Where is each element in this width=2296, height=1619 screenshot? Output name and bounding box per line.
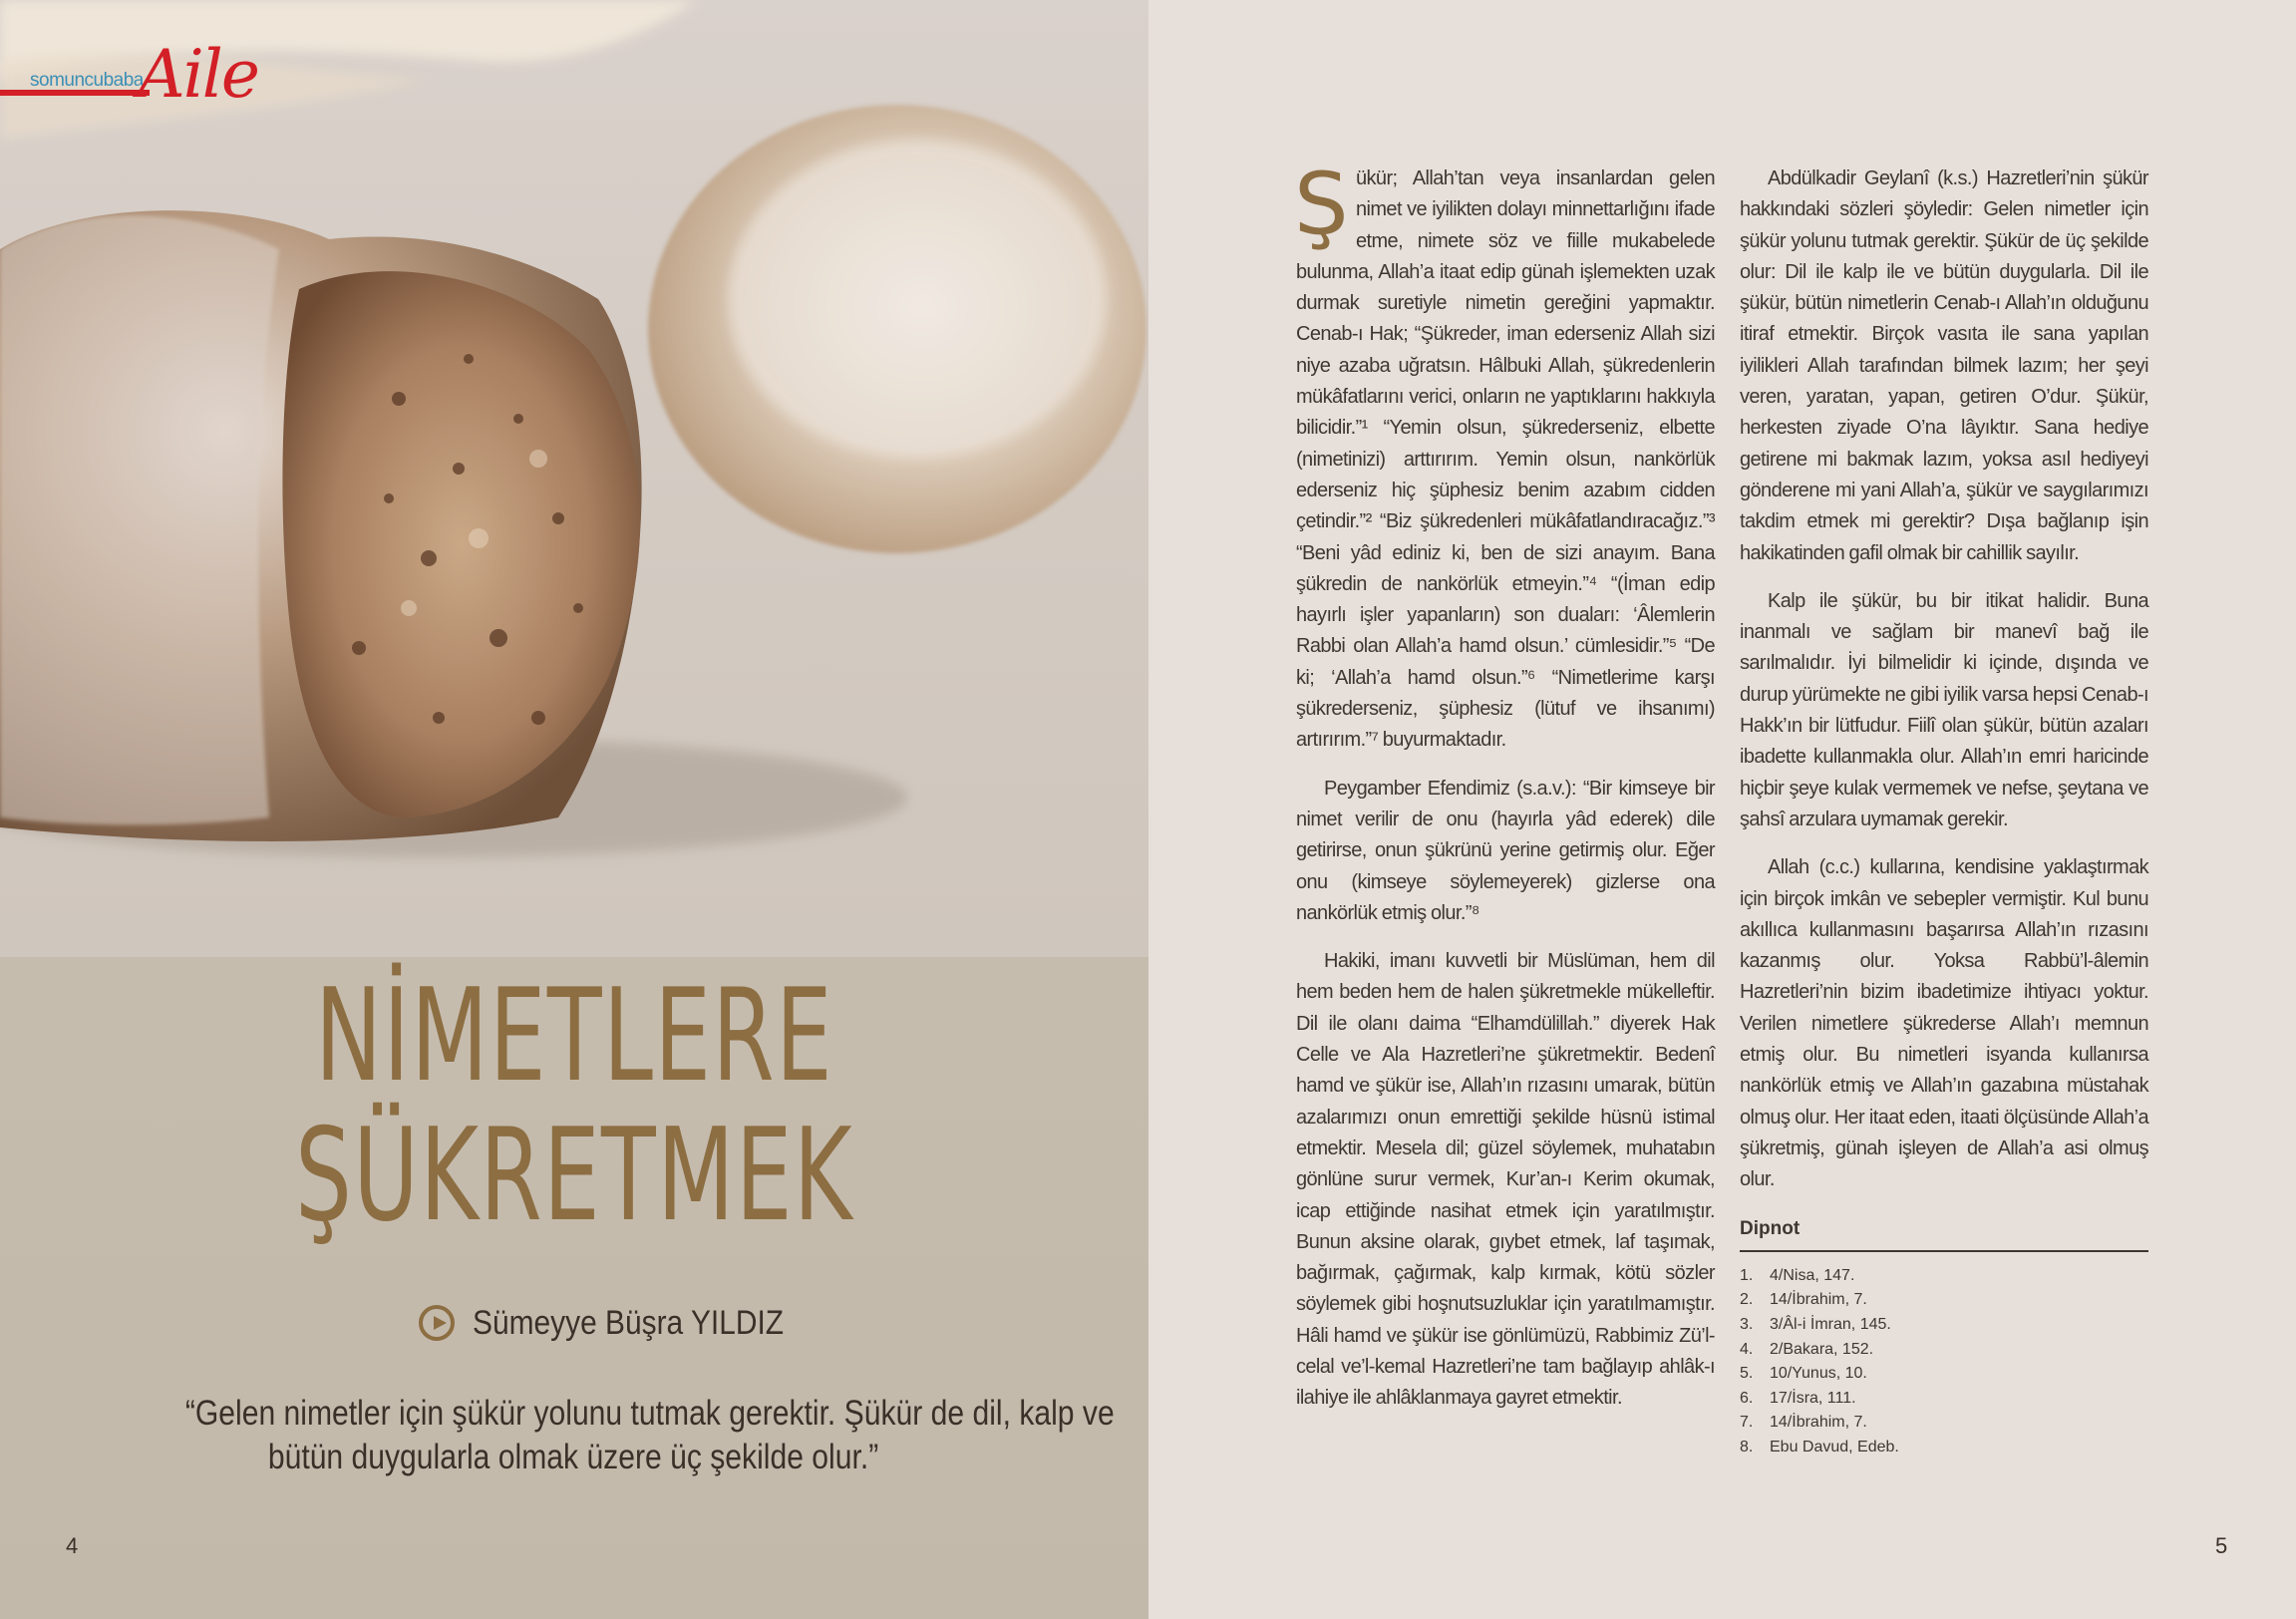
right-page — [1148, 0, 2296, 1619]
play-circle-icon — [419, 1305, 455, 1341]
footnote-number: 2. — [1740, 1291, 1754, 1309]
logo-brand-text: Aile — [138, 36, 258, 113]
footnote-item — [1740, 1288, 2148, 1313]
footnote-ref: 10/Yunus, 10. — [1770, 1365, 1867, 1383]
footnote-item — [1740, 1264, 2148, 1289]
pull-quote-line2: bütün duygularla olmak üzere üç şekilde olur.” — [267, 1438, 879, 1476]
footnote-number: 1. — [1740, 1266, 1754, 1284]
pull-quote — [110, 1392, 1115, 1479]
page-number-left: 4 — [66, 1533, 79, 1558]
paragraph-text: ükür; Allah’tan veya insanlardan gelen nimet ve iyilikten dolayı minnettarlığını ifade etme, nimete söz ve fiille mukabelede bulunma, Allah’a itaat edip günah işlemekten uzak durmak suretiyle nimetin gereğini yapmaktır. Cenab-ı Hak; “Şükreder, iman ederseniz Allah sizi niye azaba uğratsın. Hâlbuki Allah, şükredenlerin mükâfatlarını verici, onların ne yaptıklarını hakkıyla bilicidir.”¹ “Yemin olsun, şükrederseniz, elbette (nimetinizi) arttırırım. Yemin olsun, nankörlük ederseniz hiç şüphesiz benim azabım cidden çetindir.”² “Biz şükredenleri mükâfatlandıracağız.”³ “Beni yâd ediniz ki, ben de sizi anayım. Bana şükredin de nankörlük etmeyin.”⁴ “(İman edip hayırlı işler yapanların) son duaları: ‘Âlemlerin Rabbi olan Allah’a hamd olsun.’ cümlesidir.”⁵ “De ki; ‘Allah’a hamd olsun.”⁶ “Nimetlerime karşı şükrederseniz, şüphesiz (lütuf ve ihsanımı) artırırım.”⁷ buyurmaktadır. — [1296, 167, 1715, 752]
article-title-line2: ŞÜKRETMEK — [294, 1102, 854, 1250]
bread-photo — [0, 0, 1148, 957]
footnote-ref: 2/Bakara, 152. — [1770, 1340, 1874, 1358]
paragraph: Abdülkadir Geylanî (k.s.) Hazretleri’nin şükür hakkındaki sözleri şöyledir: Gelen nimetler için şükür yolunu tutmak gerektir. Şükür de üç şekilde olur: Dil ile kalp ile ve bütün duygularla. Dil ile şükür, bütün nimetlerin Cenab-ı Allah’ın olduğunu itiraf etmektir. Birçok vasıta ile sana yapılan iyilikleri Allah tarafından bilmek lazım; her şeyi veren, yaratan, yapan, getiren O’dur. Şükür, herkesten ziyade O’na lâyıktır. Sana hediye getirene mi bakmak lazım, yoksa asıl hediyeyi gönderene mi yani Allah’a, şükür ve saygılarımızı takdim etmek mi gerektir? Dışa bağlanıp işin hakikatinden gafil olmak bir cahillik sayılır. — [1740, 167, 2148, 564]
footnote-ref: 14/İbrahim, 7. — [1770, 1291, 1867, 1309]
drop-cap: Ş — [1294, 155, 1348, 254]
footnote-item — [1740, 1411, 2148, 1436]
footnote-ref: 14/İbrahim, 7. — [1770, 1414, 1867, 1432]
author-byline — [419, 1301, 826, 1345]
article-title-line1: NİMETLERE — [314, 962, 834, 1111]
footnote-ref: 3/Âl-i İmran, 145. — [1770, 1315, 1891, 1333]
footnote-number: 6. — [1740, 1389, 1754, 1407]
pull-quote-line1: “Gelen nimetler için şükür yolunu tutmak gerektir. Şükür de dil, kalp ve — [184, 1394, 1115, 1433]
paragraph: Peygamber Efendimiz (s.a.v.): “Bir kimseye bir nimet verilir de onu (hayırla yâd ederek) dile getirirse, onun şükrünü yerine getirmiş olur. Eğer onu (kimseye söylemeyerek) gizlerse ona nankörlük etmiş olur.”⁸ — [1296, 777, 1715, 924]
footnote-number: 8. — [1740, 1438, 1754, 1456]
footnote-item — [1740, 1387, 2148, 1412]
text-column-2 — [1740, 163, 2148, 1460]
logo-small-text: somuncubaba — [30, 70, 144, 91]
author-name: Sümeyye Büşra YILDIZ — [473, 1303, 785, 1342]
paragraph: Hakiki, imanı kuvvetli bir Müslüman, hem dil hem beden hem de halen şükretmekle mükelleftir. Dil ile olanı daima “Elhamdülillah.” diyerek Hak Celle ve Ala Hazretleri’ne şükretmektir. Bedenî hamd ve şükür ise, Allah’ın rızasını umarak, bütün azalarımızı onun emrettiği şekilde hüsnü istimal etmektir. Mesela dil; güzel söylemek, muhatabın gönlüne surur vermek, Kur’an-ı Kerim okumak, icap ettiğinde nasihat etmek için yaratılmıştır. Bunun aksine olarak, gıybet etmek, laf taşımak, bağırmak, çağırmak, kalp kırmak, kötü sözler söylemek gibi hoşnutsuzluklar için yaratılmamıştır. Hâli hamd ve şükür ise gönlümüzü, Rabbimiz Zü’l-celal ve’l-kemal Hazretleri’ne tam bağlayıp ahlâk-ı ilahiye ile ahlâklanmaya gayret etmektir. — [1296, 950, 1715, 1410]
paragraph: Allah (c.c.) kullarına, kendisine yaklaştırmak için birçok imkân ve sebepler vermiştir. Kul bunu akıllıca kullanmasını başarırsa Allah’ın rızasını kazanmış olur. Yoksa Rabbü’l-âlemin Hazretleri’nin bizim ibadetimize ihtiyacı yoktur. Verilen nimetlere şükrederse Allah’ı memnun etmiş olur. Bu nimetleri isyanda kullanırsa nankörlük etmiş ve Allah’ın gazabına müstahak olmuş olur. Her itaat eden, itaati ölçüsünde Allah’a şükretmiş, günah işleyen de Allah’a asi olmuş olur. — [1740, 856, 2148, 1191]
footnote-item — [1740, 1313, 2148, 1338]
footnote-item — [1740, 1362, 2148, 1387]
footnote-number: 4. — [1740, 1340, 1754, 1358]
footnote-number: 5. — [1740, 1365, 1754, 1383]
paragraph — [1294, 155, 1715, 757]
footnote-number: 3. — [1740, 1315, 1754, 1333]
magazine-logo — [0, 36, 259, 113]
footnotes-list — [1740, 1264, 2148, 1460]
footnote-ref: 4/Nisa, 147. — [1770, 1266, 1855, 1284]
footnote-ref: 17/İsra, 111. — [1770, 1389, 1856, 1407]
paragraph: Kalp ile şükür, bu bir itikat halidir. Buna inanmalı ve sağlam bir manevî bağ ile sarılmalıdır. İyi bilmelidir ki içinde, dışında ve durup yürümekte ne gibi iyilik varsa hepsi Cenab-ı Hakk’ın bir lütfudur. Fiilî olan şükür, bütün azaları ibadette kullanmakla olur. Allah’ın emri haricinde hiçbir şeye kulak vermemek ve nefse, şeytana ve şahsî arzulara uymamak gerekir. — [1740, 589, 2148, 830]
footnote-ref: Ebu Davud, Edeb. — [1770, 1438, 1899, 1456]
footnote-number: 7. — [1740, 1414, 1754, 1432]
text-column-1 — [1294, 155, 1715, 1432]
page-number-right: 5 — [2215, 1533, 2228, 1558]
footnote-item — [1740, 1436, 2148, 1460]
footnotes-title: Dipnot — [1740, 1213, 2148, 1252]
footnote-item — [1740, 1338, 2148, 1363]
